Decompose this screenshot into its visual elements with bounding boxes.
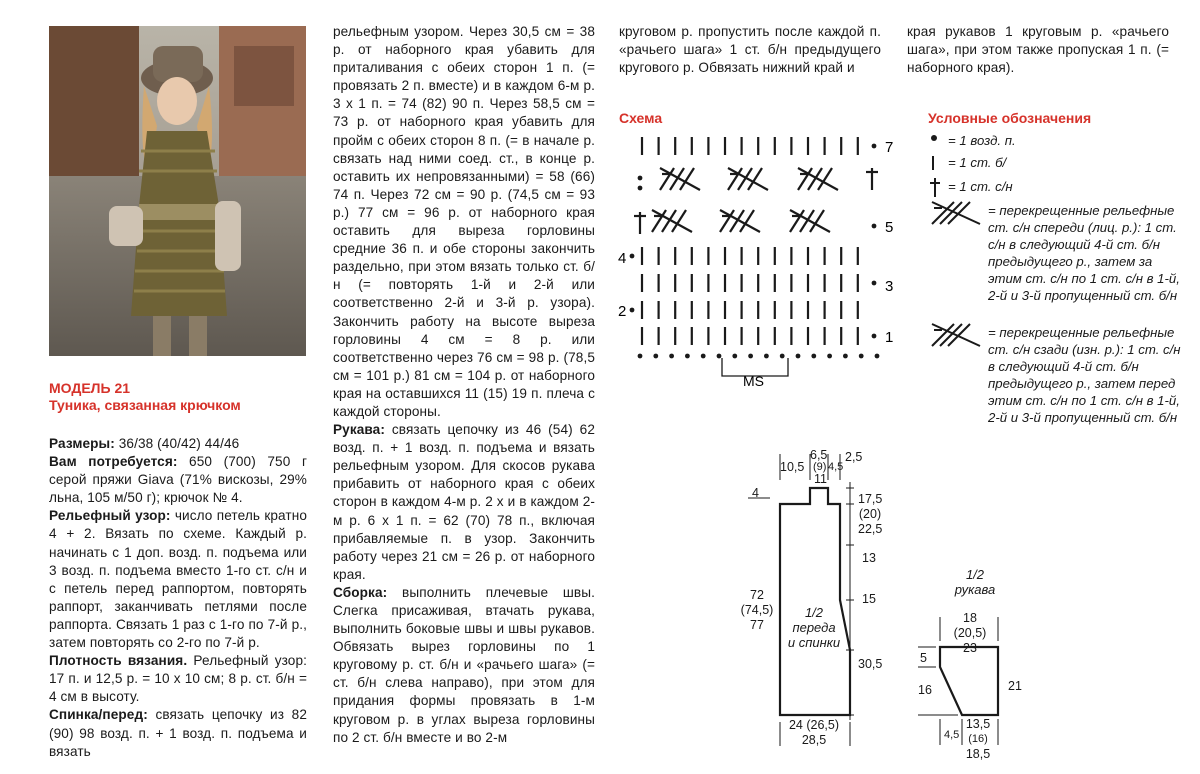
sleeve-top-c: 23 [963,641,977,655]
chain-dot [872,144,877,149]
pattern-label: Рельефный узор: [49,508,171,524]
row-number-1: 1 [885,329,894,346]
sleeve-bottom-a: 13,5 [965,717,991,731]
dim-bottom-b: 28,5 [801,733,827,747]
chain-dot [827,354,832,359]
sleeve-left: 16 [918,683,932,697]
sleeve-left-top: 5 [920,651,927,665]
sleeve-bottom [958,717,998,762]
legend-text-chain: = 1 возд. п. [948,133,1016,148]
density-label: Плотность вязания. [49,653,188,669]
back-front-label: Спинка/перед: [49,707,148,723]
legend-title: Условные обозначения [928,110,1092,126]
row-number-2: 2 [618,303,627,320]
chain-dot [872,334,877,339]
sleeve-title [945,567,1005,597]
chain-stitch-icon [931,135,937,141]
density-paragraph [49,652,307,706]
sizes-label: Размеры: [49,436,115,451]
legend-text-cross-back: = перекрещенные рельефные ст. с/н сзади (изн. р.): 1 ст. с/н в следующий 4-й ст. б/н предыдущего р., затем перед этим ст. с/н по 1 ст. с/н в 1-й, 2-й и 3-й пропущенный ст. б/н [988,325,1181,425]
chain-dot [638,176,643,181]
legend-item-cross-front [928,200,1188,322]
body-center-c: и спинки [787,635,841,650]
sleeve-title-b: рукава [954,582,996,597]
column-1 [49,435,307,761]
model-number: МОДЕЛЬ 21 [49,380,131,396]
chain-dot [859,354,864,359]
dim-top-left: 10,5 [780,460,805,474]
column-4 [907,23,1169,77]
sizes-paragraph [49,435,307,453]
density-text: Рельефный узор: 17 п. и 12,5 р. = 10 х 10 см; 8 р. ст. б/н = 4 см в высоту. [49,653,308,705]
chain-dot [780,354,785,359]
body-center-label [782,605,846,650]
sleeve-bottom-left: 4,5 [944,729,960,741]
legend-item-chain [928,132,1188,154]
dim-right-1-b: (20) [858,507,882,521]
chain-dot [872,281,877,286]
assembly-end: края рукавов 1 круговым р. «рачьего шага», при этом также пропуская 1 п. (= наборного края). [907,24,1169,76]
chain-dot [843,354,848,359]
crossed-front-icon [928,200,988,226]
assembly-label: Сборка: [333,584,388,600]
chain-dot [748,354,753,359]
sleeve-top [950,611,990,656]
dim-neck: 4 [752,486,759,500]
chain-dot [811,354,816,359]
dim-right-3: 15 [862,592,876,606]
chain-dot [669,354,674,359]
chain-dot [653,354,658,359]
double-crochet-icon [928,176,942,198]
chain-dot [638,186,643,191]
dim-top-mid-c: 11 [814,472,827,486]
legend-text-dc: = 1 ст. с/н [948,179,1013,194]
materials-text: 650 (700) 750 г серой пряжи Giava (71% вискозы, 29% льна, 105 м/50 г); крючок № 4. [49,454,307,506]
dim-right-1 [858,492,882,537]
legend-item-dc [928,176,1188,200]
dim-left-a: 72 [750,588,764,602]
chain-dot [717,354,722,359]
pattern-text: число петель кратно 4 + 2. Вязать по схеме. Каждый р. начинать с 1 доп. возд. п. подъема или 3 возд. п. подъема вместо 1-го ст. с/н и с петель перед раппортом, повторять раппорт, заканчивать петлями после раппорта. Связать 1 раз с 1-го по 7-й р., затем повторять со 2-го по 7-й р. [49,508,307,651]
dim-bottom [782,718,846,748]
single-crochet-icon [932,156,934,170]
column-3 [619,23,881,77]
dim-left [740,588,774,633]
assembly-paragraph [333,584,595,747]
chain-dot [638,354,643,359]
chain-dot [875,354,880,359]
back-front-continued: рельефным узором. Через 30,5 см = 38 р. от наборного края убавить для приталивания с обеих сторон 1 п. (= провязать 2 п. вместе) и в каждом 6-м р. 3 х 1 п. = 74 (82) 90 п. Через 58,5 см = 73 р. от наборного края убавить для пройм с обеих сторон 8 п. (= в начале р. связать над ними соед. ст., в конце р. оставить их непровязанными) = 58 (66) 74 п. Через 72 см = 90 р. (74,5 см = 93 р.) 77 см = 96 р. от наборного края оставить для выреза горловины средние 36 п. и обе стороны закончить раздельно, при этом вязать только ст. б/н (= повторять 1-й и 2-й или соответственно 2-й и 3-й р. узора). Закончить работу на высоте выреза горловины 4 см = 8 р. или соответственно через 76 см = 98 р. (78,5 см = 101 р.) 81 см = 104 р. от наборного края на оставшихся 11 (15) 19 п. плеча с каждой стороны. [333,24,595,419]
body-center-b: переда [792,620,836,635]
dim-left-b: (74,5) [740,603,774,617]
back-front-paragraph [49,706,307,760]
model-subtitle: Туника, связанная крючком [49,397,241,413]
sleeves-paragraph [333,421,595,584]
assembly-continued: круговом р. пропустить после каждой п. «рачьего шага» 1 ст. б/н предыдущего кругового р. Обвязать нижний край и [619,24,881,76]
sleeve-right: 21 [1008,679,1022,693]
repeat-label: MS [743,373,764,389]
sleeves-text: связать цепочку из 46 (54) 62 возд. п. + 1 возд. п. подъема и вязать рельефным узором. Для скосов рукава прибавить от наборного края с обеих сторон в каждом 4-м р. 2 х и в каждом 2-м р. 6 х 1 п. = 62 (70) 78 п., включая прибавляемые п. в узор. Закончить работу через 21 см = 26 р. от наборного края. [333,422,595,582]
dim-top-mid-a: 6,5 [810,448,828,462]
legend-item-cross-back [928,322,1188,452]
chain-dot [630,254,635,259]
materials-label: Вам потребуется: [49,454,178,470]
dim-right-4: 30,5 [858,657,883,671]
materials-paragraph [49,453,307,507]
legend-text-sc: = 1 ст. б/ [948,155,1007,170]
chain-dot [764,354,769,359]
row-number-4: 4 [618,250,627,267]
dim-right-1-a: 17,5 [858,492,883,506]
back-front-text: связать цепочку из 82 (90) 98 возд. п. + 1 возд. п. подъема и вязать [49,707,307,759]
chain-dot [701,354,706,359]
sleeve-bottom-c: 18,5 [965,747,991,761]
schema-title: Схема [619,110,663,126]
body-center-a: 1/2 [804,605,824,620]
row-number-3: 3 [885,278,894,295]
legend [928,132,1188,452]
model-photo [49,26,306,356]
column-2 [333,23,595,747]
dim-top-mid-d: 4,5 [828,461,844,473]
dim-left-c: 77 [750,618,764,632]
row-number-7: 7 [885,139,894,156]
sleeve-top-a: 18 [963,611,977,625]
dim-right-2: 13 [862,551,876,565]
chain-dot [872,224,877,229]
sleeves-label: Рукава: [333,422,385,438]
legend-text-cross-front: = перекрещенные рельефные ст. с/н спереди (лиц. р.): 1 ст. с/н в следующий 4-й ст. б/н предыдущего р., затем за этим ст. с/н по 1 ст. с/н в 1-й, 2-й и 3-й пропущенный ст. б/н [988,203,1180,303]
chain-dot [732,354,737,359]
legend-item-sc [928,154,1188,176]
chain-dot [796,354,801,359]
crossed-back-icon [928,322,988,348]
crochet-chart [610,128,910,398]
model-heading [49,380,241,414]
assembly-text: выполнить плечевые швы. Слегка присаживая, втачать рукава, выполнить боковые швы и швы рукавов. Обвязать вырез горловины по 1 круговому р. ст. б/н и «рачьего шага» (= ст. б/н слева направо), при этом для придания формы провязать в 1-м круговом р. в углах выреза горловины по 2 ст. б/н вместе и во 2-м [333,584,595,745]
dim-right-1-c: 22,5 [858,522,883,536]
sleeve-top-b: (20,5) [953,626,987,640]
chain-dot [685,354,690,359]
dim-top-mid-b: (9) [813,461,827,473]
sizes-text: 36/38 (40/42) 44/46 [114,436,240,451]
pattern-paragraph [49,507,307,652]
dim-top-right: 2,5 [845,450,863,464]
dim-bottom-a: 24 (26,5) [788,718,840,732]
chain-dot [630,308,635,313]
sleeve-title-a: 1/2 [965,567,985,582]
sleeve-bottom-b: (16) [968,733,988,745]
row-number-5: 5 [885,219,894,236]
